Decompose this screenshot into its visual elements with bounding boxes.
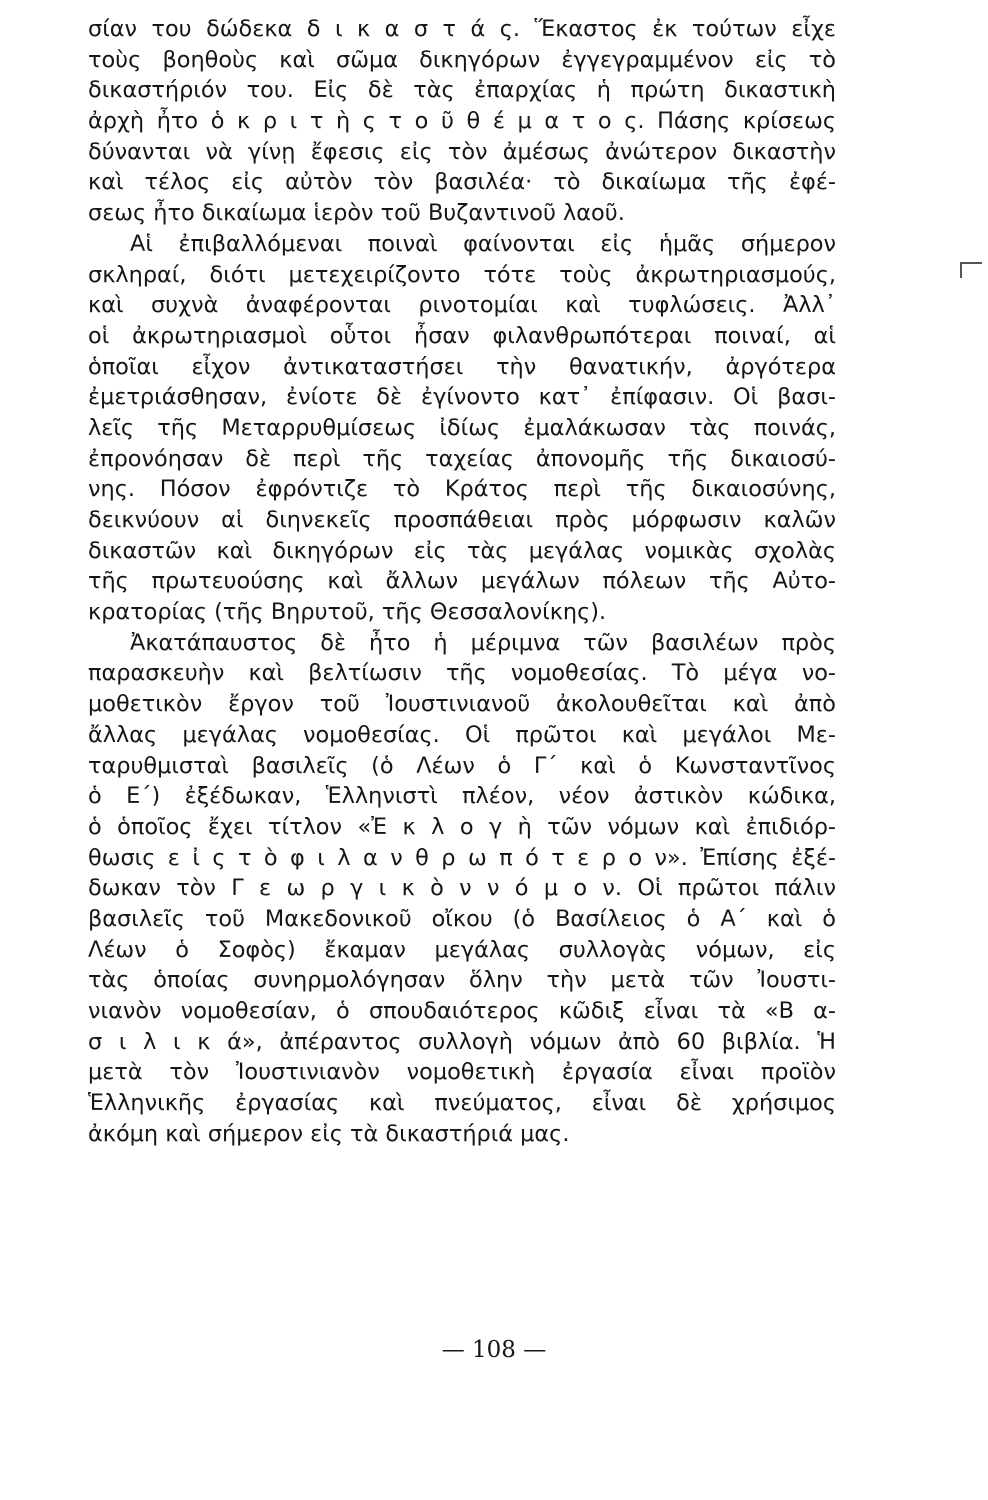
text-line: ἐμετριάσθησαν, ἐνίοτε δὲ ἐγίνοντο κατ᾽ ἐπίφασιν. Οἱ βασι- [88, 384, 836, 411]
body-text [88, 14, 836, 1149]
text-line: Ἑλληνικῆς ἐργασίας καὶ πνεύματος, εἶναι δὲ χρήσιμος [88, 1090, 836, 1117]
text-line: Λέων ὁ Σοφὸς) ἔκαμαν μεγάλας συλλογὰς νόμων, εἰς [88, 936, 836, 963]
text-line: τῆς πρωτευούσης καὶ ἄλλων μεγάλων πόλεων τῆς Αὐτο- [88, 568, 836, 595]
text-line: ταρυθμισταὶ βασιλεῖς (ὁ Λέων ὁ Γ´ καὶ ὁ Κωνσταντῖνος [88, 752, 836, 779]
text-line: σεως ἦτο δικαίωμα ἱερὸν τοῦ Βυζαντινοῦ λαοῦ. [88, 200, 625, 227]
text-line: δωκαν τὸν Γ ε ω ρ γ ι κ ὸ ν ν ό μ ο ν. Οἱ πρῶτοι πάλιν [88, 875, 836, 902]
paragraph [88, 628, 836, 1150]
text-line: καὶ τέλος εἰς αὐτὸν τὸν βασιλέα· τὸ δικαίωμα τῆς ἐφέ- [88, 169, 836, 196]
text-line: μετὰ τὸν Ἰουστινιανὸν νομοθετικὴ ἐργασία εἶναι προϊὸν [88, 1059, 836, 1086]
text-line: ἄλλας μεγάλας νομοθεσίας. Οἱ πρῶτοι καὶ μεγάλοι Με- [88, 721, 836, 748]
text-line: θωσις ε ἰ ς τ ὸ φ ι λ α ν θ ρ ω π ό τ ε ρ ο ν». Ἐπίσης ἐξέ- [88, 844, 836, 871]
text-line: Ἀκατάπαυστος δὲ ἦτο ἡ μέριμνα τῶν βασιλέων πρὸς [130, 629, 836, 656]
text-line: Αἱ ἐπιβαλλόμεναι ποιναὶ φαίνονται εἰς ἡμᾶς σήμερον [130, 230, 836, 257]
text-line: δεικνύουν αἱ διηνεκεῖς προσπάθειαι πρὸς μόρφωσιν καλῶν [88, 507, 836, 533]
text-line: δύνανται νὰ γίνῃ ἔφεσις εἰς τὸν ἀμέσως ἀνώτερον δικαστὴν [88, 138, 836, 165]
text-line: βασιλεῖς τοῦ Μακεδονικοῦ οἴκου (ὁ Βασίλειος ὁ Α´ καὶ ὁ [88, 905, 836, 932]
show-through-line [100, 1298, 840, 1328]
text-line: ὁ Ε´) ἐξέδωκαν, Ἑλληνιστὶ πλέον, νέον ἀστικὸν κώδικα, [88, 783, 836, 810]
text-line: δικαστήριόν του. Εἰς δὲ τὰς ἐπαρχίας ἡ πρώτη δικαστικὴ [88, 77, 836, 104]
text-line: σίαν του δώδεκα δ ι κ α σ τ ά ς. Ἕκαστος ἐκ τούτων εἶχε [88, 16, 836, 42]
text-line: ἀρχὴ ἦτο ὁ κ ρ ι τ ὴ ς τ ο ῦ θ έ μ α τ ο ς. Πάσης κρίσεως [88, 108, 836, 135]
text-line: παρασκευὴν καὶ βελτίωσιν τῆς νομοθεσίας. Τὸ μέγα νο- [88, 660, 836, 687]
text-line: ὁ ὁποῖος ἔχει τίτλον «Ἐ κ λ ο γ ὴ τῶν νόμων καὶ ἐπιδιόρ- [88, 813, 836, 840]
paragraph [88, 14, 836, 229]
show-through-page-number [390, 1372, 396, 1393]
text-line: νης. Πόσον ἐφρόντιζε τὸ Κράτος περὶ τῆς δικαιοσύνης, [88, 476, 836, 503]
text-line: καὶ συχνὰ ἀναφέρονται ρινοτομίαι καὶ τυφλώσεις. Ἀλλ᾽ [88, 292, 836, 319]
text-line: κρατορίας (τῆς Βηρυτοῦ, τῆς Θεσσαλονίκης). [88, 599, 607, 626]
text-line: ἀκόμη καὶ σήμερον εἰς τὰ δικαστήριά μας. [88, 1120, 570, 1147]
page-number: — 108 — [441, 1337, 547, 1363]
text-line: μοθετικὸν ἔργον τοῦ Ἰουστινιανοῦ ἀκολουθεῖται καὶ ἀπὸ [88, 691, 836, 718]
text-line: δικαστῶν καὶ δικηγόρων εἰς τὰς μεγάλας νομικὰς σχολὰς [88, 537, 836, 564]
text-line: λεῖς τῆς Μεταρρυθμίσεως ἰδίως ἐμαλάκωσαν τὰς ποινάς, [88, 414, 836, 441]
text-line: ὁποῖαι εἶχον ἀντικαταστήσει τὴν θανατικήν, ἀργότερα [88, 353, 836, 380]
text-line: τοὺς βοηθοὺς καὶ σῶμα δικηγόρων ἐγγεγραμμένον εἰς τὸ [88, 46, 836, 73]
text-line: νιανὸν νομοθεσίαν, ὁ σπουδαιότερος κῶδιξ εἶναι τὰ «Β α- [88, 998, 836, 1024]
text-line: ἐπρονόησαν δὲ περὶ τῆς ταχείας ἀπονομῆς τῆς δικαιοσύ- [88, 445, 836, 472]
text-line: σ ι λ ι κ ά», ἀπέραντος συλλογὴ νόμων ἀπὸ 60 βιβλία. Ἡ [88, 1028, 836, 1055]
page-edge-mark [960, 262, 982, 278]
text-line: οἱ ἀκρωτηριασμοὶ οὗτοι ἦσαν φιλανθρωπότεραι ποιναί, αἱ [88, 322, 836, 349]
text-line: τὰς ὁποίας συνηρμολόγησαν ὅλην τὴν μετὰ τῶν Ἰουστι- [88, 967, 836, 994]
text-line: σκληραί, διότι μετεχειρίζοντο τότε τοὺς ἀκρωτηριασμούς, [88, 261, 836, 288]
paragraph [88, 229, 836, 628]
